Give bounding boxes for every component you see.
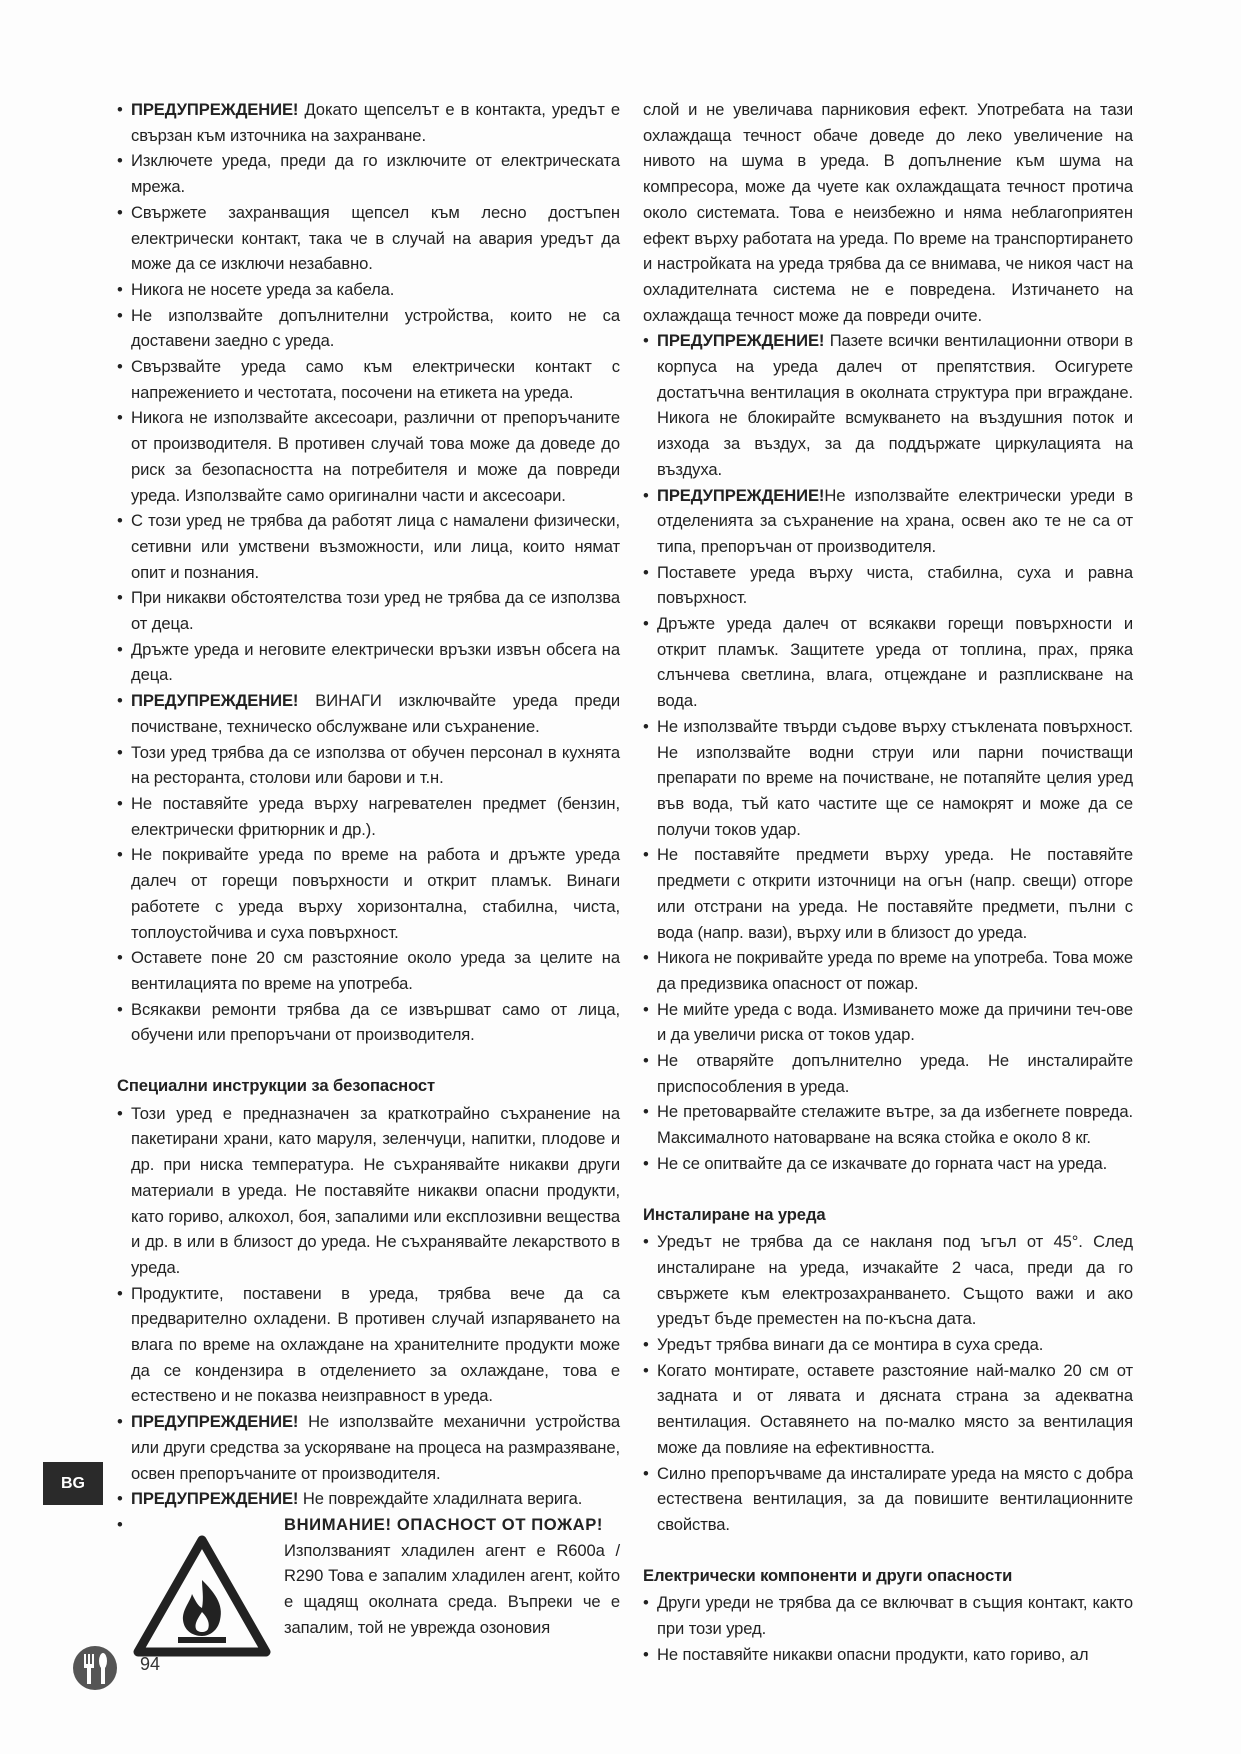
left-column [117, 97, 620, 1640]
list-item [643, 1358, 1133, 1461]
refrigerant-safety-list [643, 328, 1133, 1176]
warning-label: ПРЕДУПРЕЖДЕНИЕ! [131, 1412, 299, 1432]
general-safety-list [117, 97, 620, 1048]
list-item [117, 405, 620, 508]
list-item [643, 842, 1133, 945]
list-item [643, 1332, 1133, 1358]
list-item [117, 1281, 620, 1410]
page-number: 94 [140, 1654, 161, 1674]
list-item [117, 148, 620, 199]
warning-label: ПРЕДУПРЕЖДЕНИЕ! [131, 100, 299, 119]
list-item-text: Свържете захранващия щепсел към лесно достъпен електрически контакт, така че в случай на авария уредът да може да се изключи незабавно. [131, 202, 620, 274]
list-item-text: Свързвайте уреда само към електрически контакт с напрежението и честотата, посочени на етикета на уреда. [131, 357, 620, 402]
list-item-text: Не мийте уреда с вода. Измиването може да причини теч-ове и да увеличи риска от токов удар. [657, 999, 1133, 1045]
list-item-text: Не поставяйте никакви опасни продукти, като гориво, ал [657, 1644, 1089, 1664]
warning-label: ПРЕДУПРЕЖДЕНИЕ! [131, 691, 299, 711]
warning-label: ПРЕДУПРЕЖДЕНИЕ! [657, 485, 825, 505]
list-item [117, 997, 620, 1048]
install-list [643, 1229, 1133, 1537]
warning-label: ПРЕДУПРЕЖДЕНИЕ! [131, 1489, 299, 1509]
list-item-text: Не използвайте механични устройства или други средства за ускоряване на процеса на размразяване, освен препоръчаните от производителя. [131, 1412, 620, 1483]
list-item [643, 1151, 1133, 1177]
language-tab: BG [43, 1462, 103, 1505]
list-item-text: С този уред не трябва да работят лица с намалени физически, сетивни или умствени възможности, или лица, които нямат опит и познания. [131, 511, 620, 582]
list-item-text: Продуктите, поставени в уреда, трябва вече да са предварително охладени. В противен случай изпаряването на влага по време на охлаждане на хранителните продукти може да се кондензира в отделението за охлаждане, това е естествено и не показва неизправност в уреда. [131, 1283, 620, 1406]
fire-warning-block: • ВНИМАНИЕ! ОПАСНОСТ ОТ ПОЖАР! Използваният хладилен агент е R600a / R290 Това е запалим хладилен агент, който е щадящ околната среда. Въпреки че е запалим, той не уврежда озоновия [117, 1512, 620, 1641]
list-item-text: Пазете всички вентилационни отвори в корпуса на уреда далеч от препятствия. Осигурете достатъчна вентилация в околната структура при вграждане. Никога не блокирайте всмукването на въздушния поток и изхода за въздух, за да поддържате циркулацията на въздуха. [657, 331, 1133, 479]
list-item [643, 997, 1133, 1048]
list-item [643, 611, 1133, 714]
list-item-text: Всякакви ремонти трябва да се извършват само от лица, обучени или препоръчани от производителя. [131, 999, 620, 1045]
electric-list [643, 1590, 1133, 1667]
list-item-text: Никога не покривайте уреда по време на употреба. Това може да предизвика опасност от пожар. [657, 948, 1133, 993]
cutlery-logo-icon [72, 1645, 118, 1691]
list-item [117, 277, 620, 303]
list-item [117, 1486, 620, 1512]
list-item [643, 1461, 1133, 1538]
list-item-text: Дръжте уреда далеч от всякакви горещи повърхности и открит пламък. Защитете уреда от топлина, прах, пряка слънчева светлина, влага, отцеждане и разплискване на вода. [657, 614, 1133, 711]
list-item-text: Изключете уреда, преди да го изключите от електрическата мрежа. [131, 151, 620, 197]
list-item-text: Не се опитвайте да се изкачвате до горната част на уреда. [657, 1153, 1108, 1173]
flammable-warning-icon [132, 1534, 272, 1658]
list-item [117, 1101, 620, 1281]
list-item-text: Не използвайте електрически уреди в отделенията за съхранение на храна, освен ако те не са от типа, препоръчан от производителя. [657, 485, 1133, 556]
list-item-text: Не използвайте допълнителни устройства, които не са доставени заедно с уреда. [131, 305, 620, 351]
electric-heading: Електрически компоненти и други опасности [643, 1565, 1013, 1585]
list-item [117, 354, 620, 405]
list-item [117, 688, 620, 739]
right-column [643, 97, 1133, 1667]
list-item [643, 714, 1133, 843]
list-item [643, 945, 1133, 996]
list-item-text: Уредът трябва винаги да се монтира в суха среда. [657, 1335, 1044, 1355]
special-safety-heading: Специални инструкции за безопасност [117, 1076, 436, 1096]
list-item [117, 637, 620, 688]
list-item [117, 200, 620, 277]
list-item [643, 1642, 1133, 1668]
list-item-text: ВИНАГИ изключвайте уреда преди почистване, техническо обслужване или съхранение. [131, 691, 620, 736]
list-item-text: Докато щепселът е в контакта, уредът е свързан към източника на захранване. [131, 100, 620, 145]
list-item-text: Никога не носете уреда за кабела. [131, 279, 395, 299]
install-heading: Инсталиране на уреда [643, 1204, 826, 1224]
list-item-text: Този уред трябва да се използва от обучен персонал в кухнята на ресторанта, столови или барови и т.н. [131, 742, 620, 788]
list-item-text: Не поставяйте предмети върху уреда. Не поставяйте предмети с открити източници на огън (напр. свещи) отгоре или отстрани на уреда. Не поставяйте предмети, пълни с вода (напр. вази), върху или в близост до уреда. [657, 845, 1133, 942]
list-item [643, 1590, 1133, 1641]
list-item-text: Уредът не трябва да се накланя под ъгъл от 45°. След инсталиране на уреда, изчакайте 2 часа, преди да го свържете към електрозахранването. Същото важи и ако уредът бъде преместен на по-късна дата. [657, 1232, 1133, 1329]
list-item-text: Този уред е предназначен за краткотрайно съхранение на пакетирани храни, като маруля, зеленчуци, напитки, плодове и др. при ниска температура. Не съхранявайте никакви други материали в уреда. Не поставяйте никакви опасни продукти, като гориво, алкохол, боя, запалими или експлозивни вещества и др. в или в близост до уреда. Не съхранявайте лекарството в уреда. [131, 1103, 620, 1277]
list-item [643, 483, 1133, 560]
fire-warning-text: Използваният хладилен агент е R600a / R290 Това е запалим хладилен агент, който е щадящ околната среда. Въпреки че е запалим, той не уврежда озоновия [284, 1540, 620, 1637]
fire-warning-title: ВНИМАНИЕ! ОПАСНОСТ ОТ ПОЖАР! [284, 1514, 604, 1534]
list-item-text: Оставете поне 20 см разстояние около уреда за целите на вентилацията по време на употреба. [131, 948, 620, 993]
special-safety-list [117, 1101, 620, 1512]
warning-label: ПРЕДУПРЕЖДЕНИЕ! [657, 331, 825, 351]
list-item [643, 1048, 1133, 1099]
list-item [117, 585, 620, 636]
list-item [117, 97, 620, 148]
list-item-text: Когато монтирате, оставете разстояние най-малко 20 см от задната и от лявата и дясната страна за адекватна вентилация. Оставянето на по-малко място за вентилация може да повлияе на ефективността. [657, 1360, 1133, 1457]
list-item [117, 508, 620, 585]
list-item-text: При никакви обстоятелства този уред не трябва да се използва от деца. [131, 588, 620, 634]
list-item [643, 1099, 1133, 1150]
list-item-text: Не претоварвайте стелажите вътре, за да избегнете повреда. Максималното натоварване на всяка стойка е около 8 кг. [657, 1102, 1133, 1148]
list-item-text: Не поставяйте уреда върху нагревателен предмет (бензин, електрически фритюрник и др.). [131, 793, 620, 839]
list-item-text: Други уреди не трябва да се включват в същия контакт, както при този уред. [657, 1593, 1133, 1639]
list-item-text: Не използвайте твърди съдове върху стъклената повърхност. Не използвайте водни струи или парни почистващи препарати по време на почистване, не потапяйте целия уред във вода, тъй като частите ще се намокрят и може да се получи токов удар. [657, 716, 1133, 839]
list-item [117, 1409, 620, 1486]
list-item [117, 740, 620, 791]
list-item [643, 1229, 1133, 1332]
list-item [117, 945, 620, 996]
list-item-text: Силно препоръчваме да инсталирате уреда на място с добра естествена вентилация, за да повишите вентилационните свойства. [657, 1463, 1133, 1534]
list-item [643, 560, 1133, 611]
list-item-text: Не покривайте уреда по време на работа и дръжте уреда далеч от горещи повърхности и открит пламък. Винаги работете с уреда върху хоризонтална, стабилна, чиста, топлоустойчива и суха повърхност. [131, 845, 620, 942]
list-item-text: Поставете уреда върху чиста, стабилна, суха и равна повърхност. [657, 562, 1133, 608]
list-item [117, 791, 620, 842]
list-item [643, 328, 1133, 482]
list-item-text: Дръжте уреда и неговите електрически връзки извън обсега на деца. [131, 639, 620, 685]
list-item-text: Не отваряйте допълнително уреда. Не инсталирайте приспособления в уреда. [657, 1051, 1133, 1096]
list-item [117, 303, 620, 354]
list-item-text: Никога не използвайте аксесоари, различни от препоръчаните от производителя. В противен случай това може да доведе до риск за безопасността на потребителя и може да повреди уреда. Използвайте само оригинални части и аксесоари. [131, 408, 620, 505]
continued-paragraph: слой и не увеличава парниковия ефект. Употребата на тази охлаждаща течност обаче доведе до леко увеличение на нивото на шума в уреда. В допълнение към шума на компресора, може да чуете как охлаждащата течност протича около системата. Това е неизбежно и няма неблагоприятен ефект върху работата на уреда. По време на транспортирането и настройката на уреда трябва да се внимава, че никоя част на охладителната система не е повредена. Изтичането на охлаждаща течност може да повреди очите. [643, 100, 1133, 325]
list-item-text: Не повреждайте хладилната верига. [298, 1489, 583, 1509]
list-item [117, 842, 620, 945]
